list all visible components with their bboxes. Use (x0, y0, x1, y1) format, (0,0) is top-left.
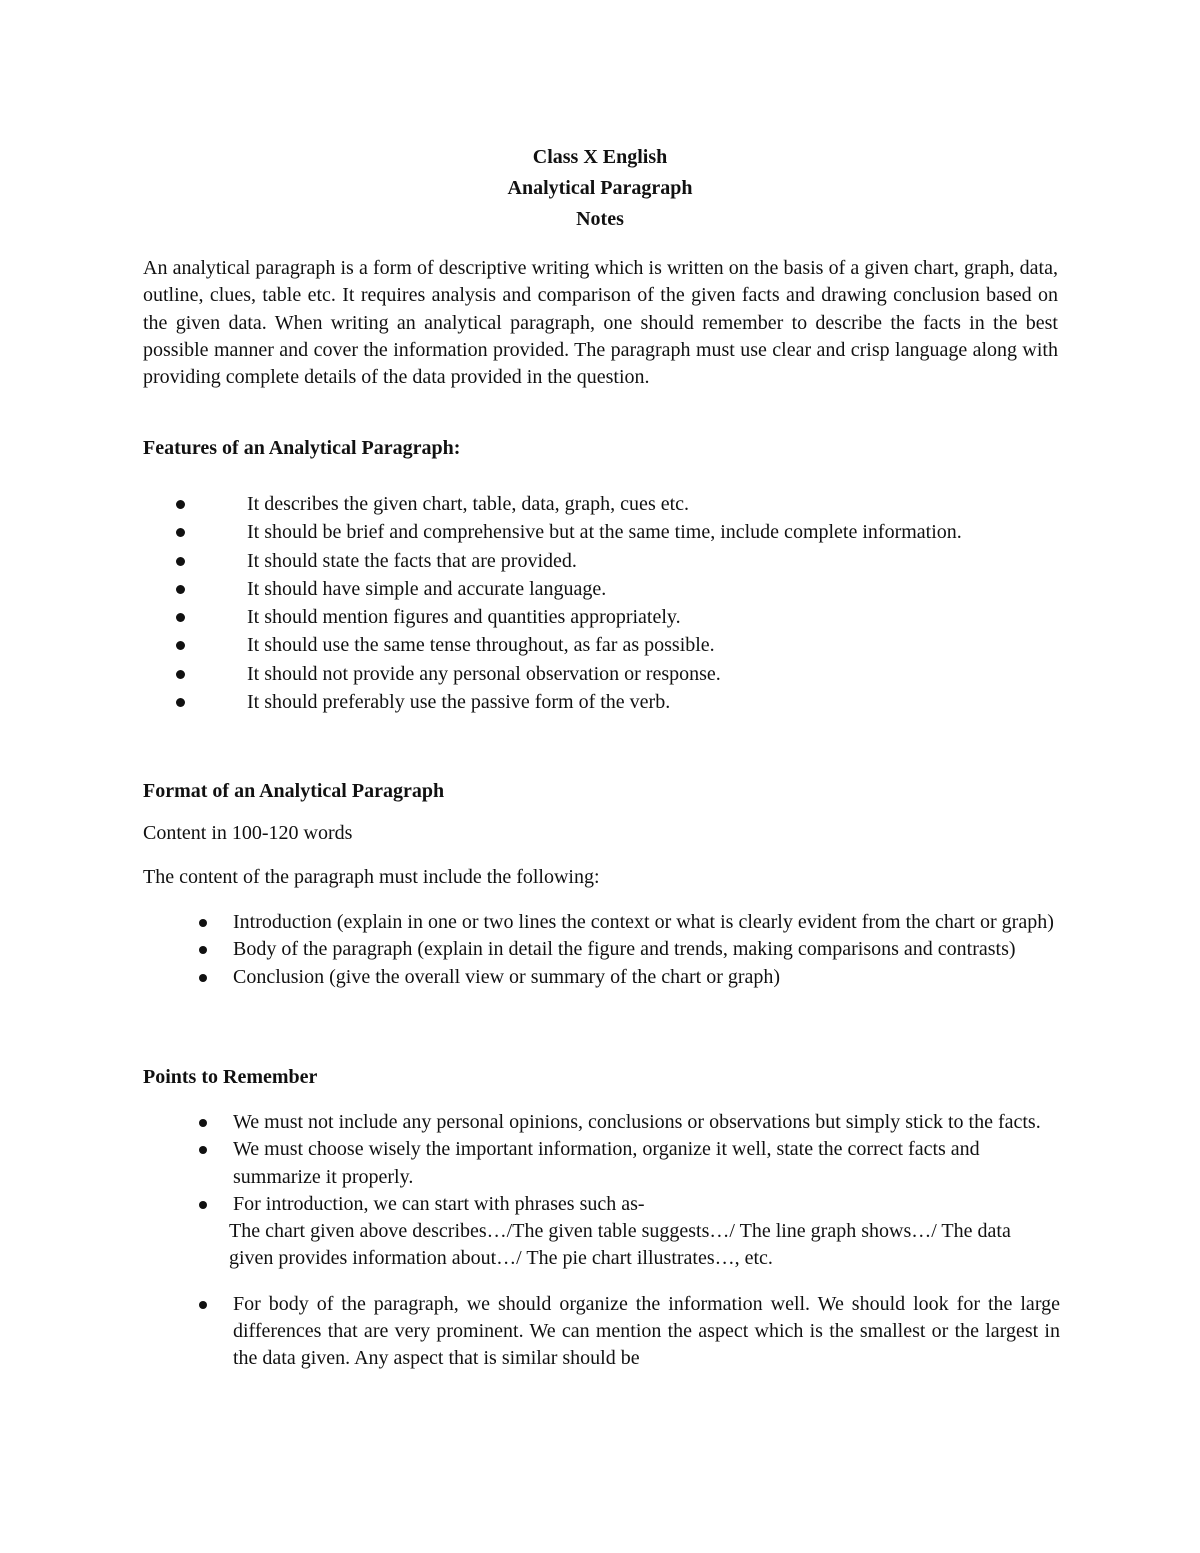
intro-paragraph: An analytical paragraph is a form of descriptive writing which is written on the basis of a given chart, graph, data, outline, clues, table etc. It requires analysis and comparison of the given facts and drawing conclusion based on the given data. When writing an analytical paragraph, one should remember to describe the facts in the best possible manner and cover the information provided. The paragraph must use clear and crisp language along with providing complete details of the data provided in the question. (143, 257, 1058, 389)
bullet-icon (199, 1119, 207, 1127)
list-item (0, 1191, 1060, 1273)
bullet-icon (176, 670, 185, 679)
list-item: It should mention figures and quantities appropriately. (0, 603, 1060, 631)
bullet-icon (199, 974, 207, 982)
list-item: It should state the facts that are provided. (0, 547, 1060, 575)
bullet-icon (199, 1146, 207, 1154)
list-item: It should not provide any personal observation or response. (0, 660, 1060, 688)
points-list (0, 1109, 1060, 1373)
features-heading: Features of an Analytical Paragraph: (143, 437, 461, 459)
format-lead: The content of the paragraph must include the following: (143, 866, 600, 888)
title-notes: Notes (576, 208, 624, 230)
list-item: It should have simple and accurate language. (0, 575, 1060, 603)
list-item: We must not include any personal opinions, conclusions or observations but simply stick to the facts. (0, 1109, 1060, 1136)
bullet-icon (199, 1201, 207, 1209)
intro-phrases: The chart given above describes…/The given table suggests…/ The line graph shows…/ The data given provides information about…/ The pie chart illustrates…, etc. (229, 1220, 1011, 1270)
bullet-icon (199, 1301, 207, 1309)
title-block (0, 142, 1200, 235)
spacer (0, 1273, 1060, 1291)
list-item: It describes the given chart, table, data, graph, cues etc. (0, 490, 1060, 518)
title-class: Class X English (532, 146, 668, 168)
bullet-icon (176, 698, 185, 707)
points-heading: Points to Remember (143, 1066, 318, 1088)
bullet-icon (199, 946, 207, 954)
bullet-icon (176, 557, 185, 566)
format-heading: Format of an Analytical Paragraph (143, 780, 445, 802)
bullet-icon (176, 641, 185, 650)
bullet-icon (176, 613, 185, 622)
bullet-icon (176, 500, 185, 509)
list-item: Body of the paragraph (explain in detail the figure and trends, making comparisons and contrasts) (0, 936, 1060, 963)
list-item: Conclusion (give the overall view or summary of the chart or graph) (0, 964, 1060, 991)
features-list (0, 490, 1060, 716)
list-item: It should preferably use the passive form of the verb. (0, 688, 1060, 716)
format-list (0, 909, 1060, 991)
bullet-icon (176, 585, 185, 594)
bullet-icon (176, 528, 185, 537)
list-item: For body of the paragraph, we should organize the information well. We should look for the large differences that are very prominent. We can mention the aspect which is the smallest or the largest in the data given. Any aspect that is similar should be (0, 1291, 1060, 1373)
list-item: It should be brief and comprehensive but at the same time, include complete information. (0, 518, 1060, 546)
list-item: It should use the same tense throughout, as far as possible. (0, 631, 1060, 659)
list-item: Introduction (explain in one or two lines the context or what is clearly evident from the chart or graph) (0, 909, 1060, 936)
bullet-icon (199, 919, 207, 927)
list-item: We must choose wisely the important information, organize it well, state the correct facts and summarize it properly. (0, 1136, 1060, 1191)
content-word-count: Content in 100-120 words (143, 822, 353, 844)
title-subject: Analytical Paragraph (507, 177, 693, 199)
intro-phrases-lead: For introduction, we can start with phrases such as- (233, 1192, 645, 1215)
